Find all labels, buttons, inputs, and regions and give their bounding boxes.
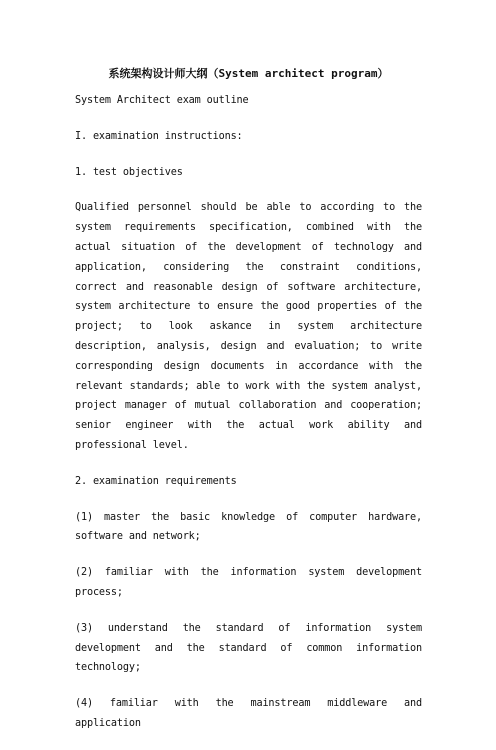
subsection-heading-test-objectives: 1. test objectives: [75, 166, 183, 178]
subtitle-paragraph: System Architect exam outline: [75, 95, 249, 106]
document-body: [75, 66, 422, 750]
requirement-item-3: (3) understand the standard of information system development and the standard of common information technology;: [75, 622, 422, 674]
requirement-item-2: (2) familiar with the information system development process;: [75, 567, 422, 598]
document-title: 系统架构设计师大纲（System architect program）: [108, 67, 389, 80]
section-heading-examination-instructions: I. examination instructions:: [75, 130, 243, 142]
subsection-heading-examination-requirements: 2. examination requirements: [75, 475, 237, 487]
paragraph-test-objectives: Qualified personnel should be able to according to the system requirements specification, combined with the actual situation of the development of technology and application, considering the constraint conditions, correct and reasonable design of software architecture, system architecture to ensure the good properties of the project; to look askance in system architecture description, analysis, design and evaluation; to write corresponding design documents in accordance with the relevant standards; able to work with the system analyst, project manager of mutual collaboration and cooperation; senior engineer with the actual work ability and professional level.: [75, 202, 422, 451]
requirement-item-1: (1) master the basic knowledge of computer hardware, software and network;: [75, 511, 422, 543]
requirement-item-4: (4) familiar with the mainstream middleware and application: [75, 698, 422, 729]
